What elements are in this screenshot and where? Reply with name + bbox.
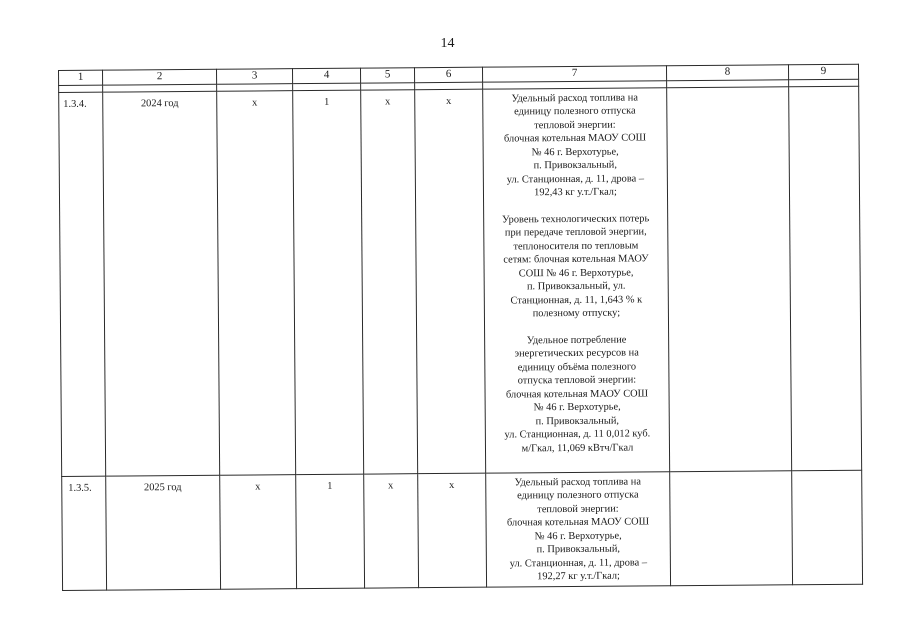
indicator-text-line: п. Привокзальный,	[536, 543, 621, 556]
indicator-text-line: п. Привокзальный,	[535, 415, 620, 427]
indicator-text-line: Станционная, д. 11, 1,643 % к	[510, 293, 643, 306]
indicator-cell	[483, 87, 670, 472]
indicators-table	[58, 64, 863, 591]
column-header-6: 6	[414, 67, 482, 82]
row-year: 2025 год	[106, 475, 221, 590]
cell-col-8	[670, 470, 793, 585]
indicator-text-line: 192,27 кг у.т./Гкал;	[537, 570, 620, 583]
indicator-text-line: тепловой энергии:	[537, 503, 619, 515]
indicator-text-line: единицу полезного отпуска	[517, 489, 639, 502]
row-year: 2024 год	[103, 91, 220, 476]
indicator-text-line: при передаче тепловой энергии,	[504, 226, 647, 239]
indicator-text-line: Удельный расход топлива на	[514, 475, 641, 488]
indicator-text-line: ул. Станционная, д. 11, дрова –	[506, 172, 645, 185]
cell-col-9	[792, 470, 863, 585]
indicator-text-line: единицу полезного отпуска	[514, 105, 636, 118]
indicator-text-line: отпуска тепловой энергии:	[517, 374, 637, 387]
indicator-cell	[486, 471, 671, 586]
column-header-8: 8	[666, 65, 788, 80]
indicator-text-line: № 46 г. Верхотурье,	[534, 530, 622, 542]
cell-col-4: 1	[293, 90, 364, 475]
indicator-text-line: Удельное потребление	[526, 334, 627, 346]
indicator-text-line: единицу объёма полезного	[517, 360, 637, 373]
indicator-text-line: теплоносителя по тепловым	[513, 239, 639, 252]
column-header-9: 9	[788, 64, 858, 79]
indicator-text-line: полезному отпуску;	[532, 307, 621, 320]
row-number: 1.3.4.	[59, 92, 106, 476]
indicator-text-line: п. Привокзальный,	[533, 159, 617, 172]
indicator-text-line: блочная котельная МАОУ СОШ	[505, 387, 649, 400]
indicator-text-block	[487, 91, 663, 200]
indicator-text-line: Удельный расход топлива на	[511, 91, 638, 104]
indicator-text-line: ул. Станционная, д. 11 0,012 куб.	[504, 428, 651, 441]
indicator-text-line: Уровень технологических потерь	[502, 212, 650, 226]
cell-col-3: х	[217, 90, 296, 475]
column-header-2: 2	[103, 69, 217, 84]
column-header-3: 3	[216, 69, 292, 84]
cell-col-6: х	[415, 89, 486, 474]
indicator-text-line: блочная котельная МАОУ СОШ	[503, 132, 647, 145]
indicator-text-line: тепловой энергии:	[534, 119, 616, 131]
indicator-text-line: м/Гкал, 11,069 кВтч/Гкал	[521, 441, 634, 454]
indicator-text-line: № 46 г. Верхотурье,	[531, 146, 619, 158]
column-header-7: 7	[482, 66, 666, 82]
column-header-1: 1	[59, 70, 103, 85]
row-number: 1.3.5.	[62, 476, 107, 590]
cell-col-6: х	[418, 473, 487, 588]
indicator-text-line: ул. Станционная, д. 11, дрова –	[509, 556, 648, 569]
table-row	[59, 86, 862, 476]
indicator-text-line: 192,43 кг у.т./Гкал;	[534, 186, 617, 199]
table-row	[62, 470, 863, 590]
indicator-text-block	[489, 333, 665, 456]
cell-col-8	[667, 86, 792, 471]
indicator-text-line: сетям: блочная котельная МАОУ	[503, 253, 649, 266]
page-number: 14	[440, 36, 455, 51]
cell-col-5: х	[361, 89, 418, 473]
cell-col-9	[789, 86, 862, 471]
indicator-text-line: № 46 г. Верхотурье,	[533, 401, 621, 414]
cell-col-3: х	[220, 474, 297, 589]
indicator-text-line: п. Привокзальный, ул.	[526, 280, 626, 293]
document-sheet	[58, 64, 862, 591]
column-header-4: 4	[292, 68, 360, 83]
indicator-text-block	[490, 475, 666, 584]
indicator-text-line: СОШ № 46 г. Верхотурье,	[518, 266, 634, 279]
indicator-text-line: блочная котельная МАОУ СОШ	[506, 516, 650, 529]
indicator-text-block	[488, 212, 664, 321]
column-header-5: 5	[360, 68, 414, 83]
cell-col-4: 1	[296, 474, 365, 589]
indicator-text-line: энергетических ресурсов на	[514, 347, 639, 360]
cell-col-5: х	[364, 473, 419, 587]
